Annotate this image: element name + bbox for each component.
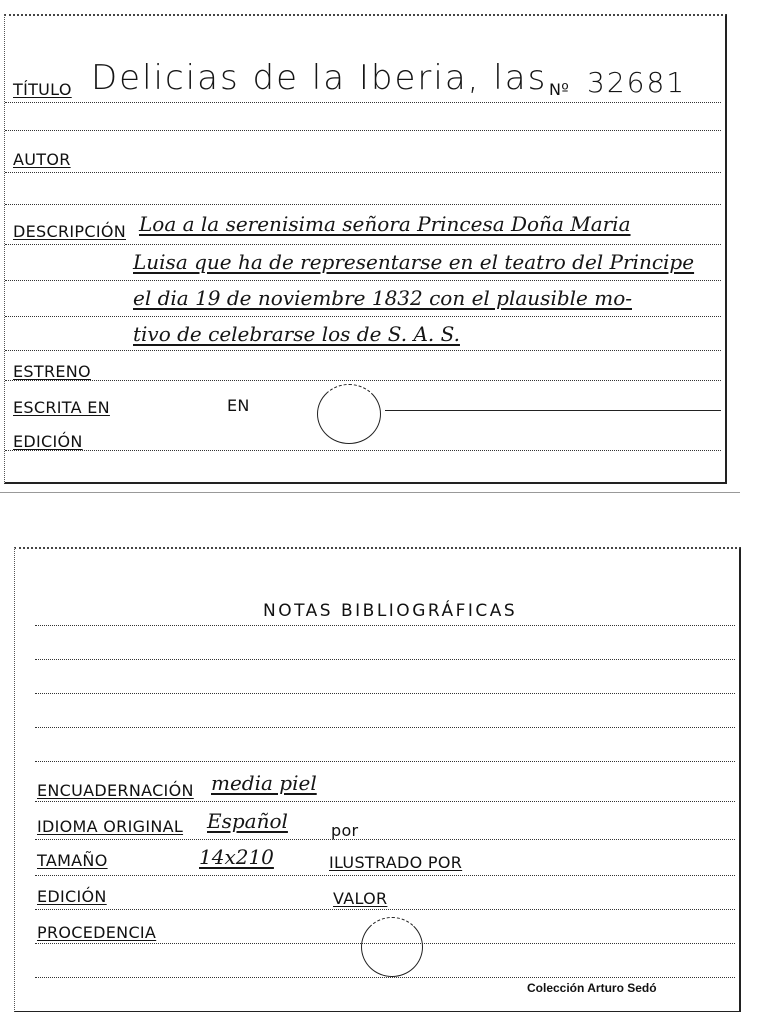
rule-line	[35, 839, 735, 840]
valor-label: VALOR	[333, 889, 388, 908]
edicion-label: EDICIÓN	[13, 432, 83, 451]
tamano-label: TAMAÑO	[37, 851, 108, 870]
escrita-en-label: ESCRITA EN	[13, 398, 110, 417]
punch-hole-circle	[361, 917, 423, 977]
tamano-value: 14x210	[199, 845, 274, 869]
estreno-line	[5, 380, 721, 381]
idioma-label: IDIOMA ORIGINAL	[37, 817, 184, 836]
en-label: EN	[227, 396, 250, 415]
titulo-label: TÍTULO	[13, 80, 72, 99]
titulo-value: Delicias de la Iberia, las	[91, 58, 548, 98]
ilustrado-label: ILUSTRADO POR	[329, 853, 463, 872]
estreno-label: ESTRENO	[13, 362, 91, 381]
rule-line	[35, 659, 735, 660]
collection-footer: Colección Arturo Sedó	[527, 981, 657, 995]
rule-line	[35, 727, 735, 728]
encuadernacion-value: media piel	[211, 771, 317, 795]
descripcion-line-1: Loa a la serenisima señora Princesa Doña Maria	[139, 212, 631, 236]
descripcion-label: DESCRIPCIÓN	[13, 222, 126, 241]
encuadernacion-label: ENCUADERNACIÓN	[37, 781, 194, 800]
numero-label: Nº	[549, 80, 570, 99]
rule-line	[35, 801, 735, 802]
autor-line	[5, 172, 721, 173]
descripcion-line-2: Luisa que ha de representarse en el teatro del Principe	[133, 250, 695, 274]
rule-line	[35, 875, 735, 876]
rule-line	[5, 280, 721, 281]
descripcion-line-4: tivo de celebrarse los de S. A. S.	[133, 322, 460, 346]
por-label: por	[331, 821, 359, 840]
rule-line	[35, 761, 735, 762]
rule-line	[35, 909, 735, 910]
edicion-label: EDICIÓN	[37, 887, 107, 906]
edicion-line	[5, 450, 721, 451]
rule-line	[5, 350, 721, 351]
procedencia-label: PROCEDENCIA	[37, 923, 157, 942]
idioma-value: Español	[207, 809, 288, 833]
numero-value: 32681	[587, 66, 687, 99]
rule-line	[35, 693, 735, 694]
rule-line	[5, 244, 721, 245]
escrita-line	[385, 410, 721, 411]
descripcion-line-3: el dia 19 de noviembre 1832 con el plausible mo-	[133, 286, 632, 310]
autor-label: AUTOR	[13, 150, 71, 169]
catalog-card-bottom	[14, 547, 741, 1012]
rule-line	[5, 204, 721, 205]
rule-line	[5, 130, 721, 131]
rule-line	[35, 977, 735, 978]
card-separator	[0, 492, 740, 493]
catalog-card-top	[4, 14, 727, 484]
notas-heading: NOTAS BIBLIOGRÁFICAS	[263, 601, 518, 621]
punch-hole-circle	[317, 384, 381, 444]
rule-line	[5, 316, 721, 317]
rule-line	[35, 625, 735, 626]
titulo-line	[5, 102, 721, 103]
